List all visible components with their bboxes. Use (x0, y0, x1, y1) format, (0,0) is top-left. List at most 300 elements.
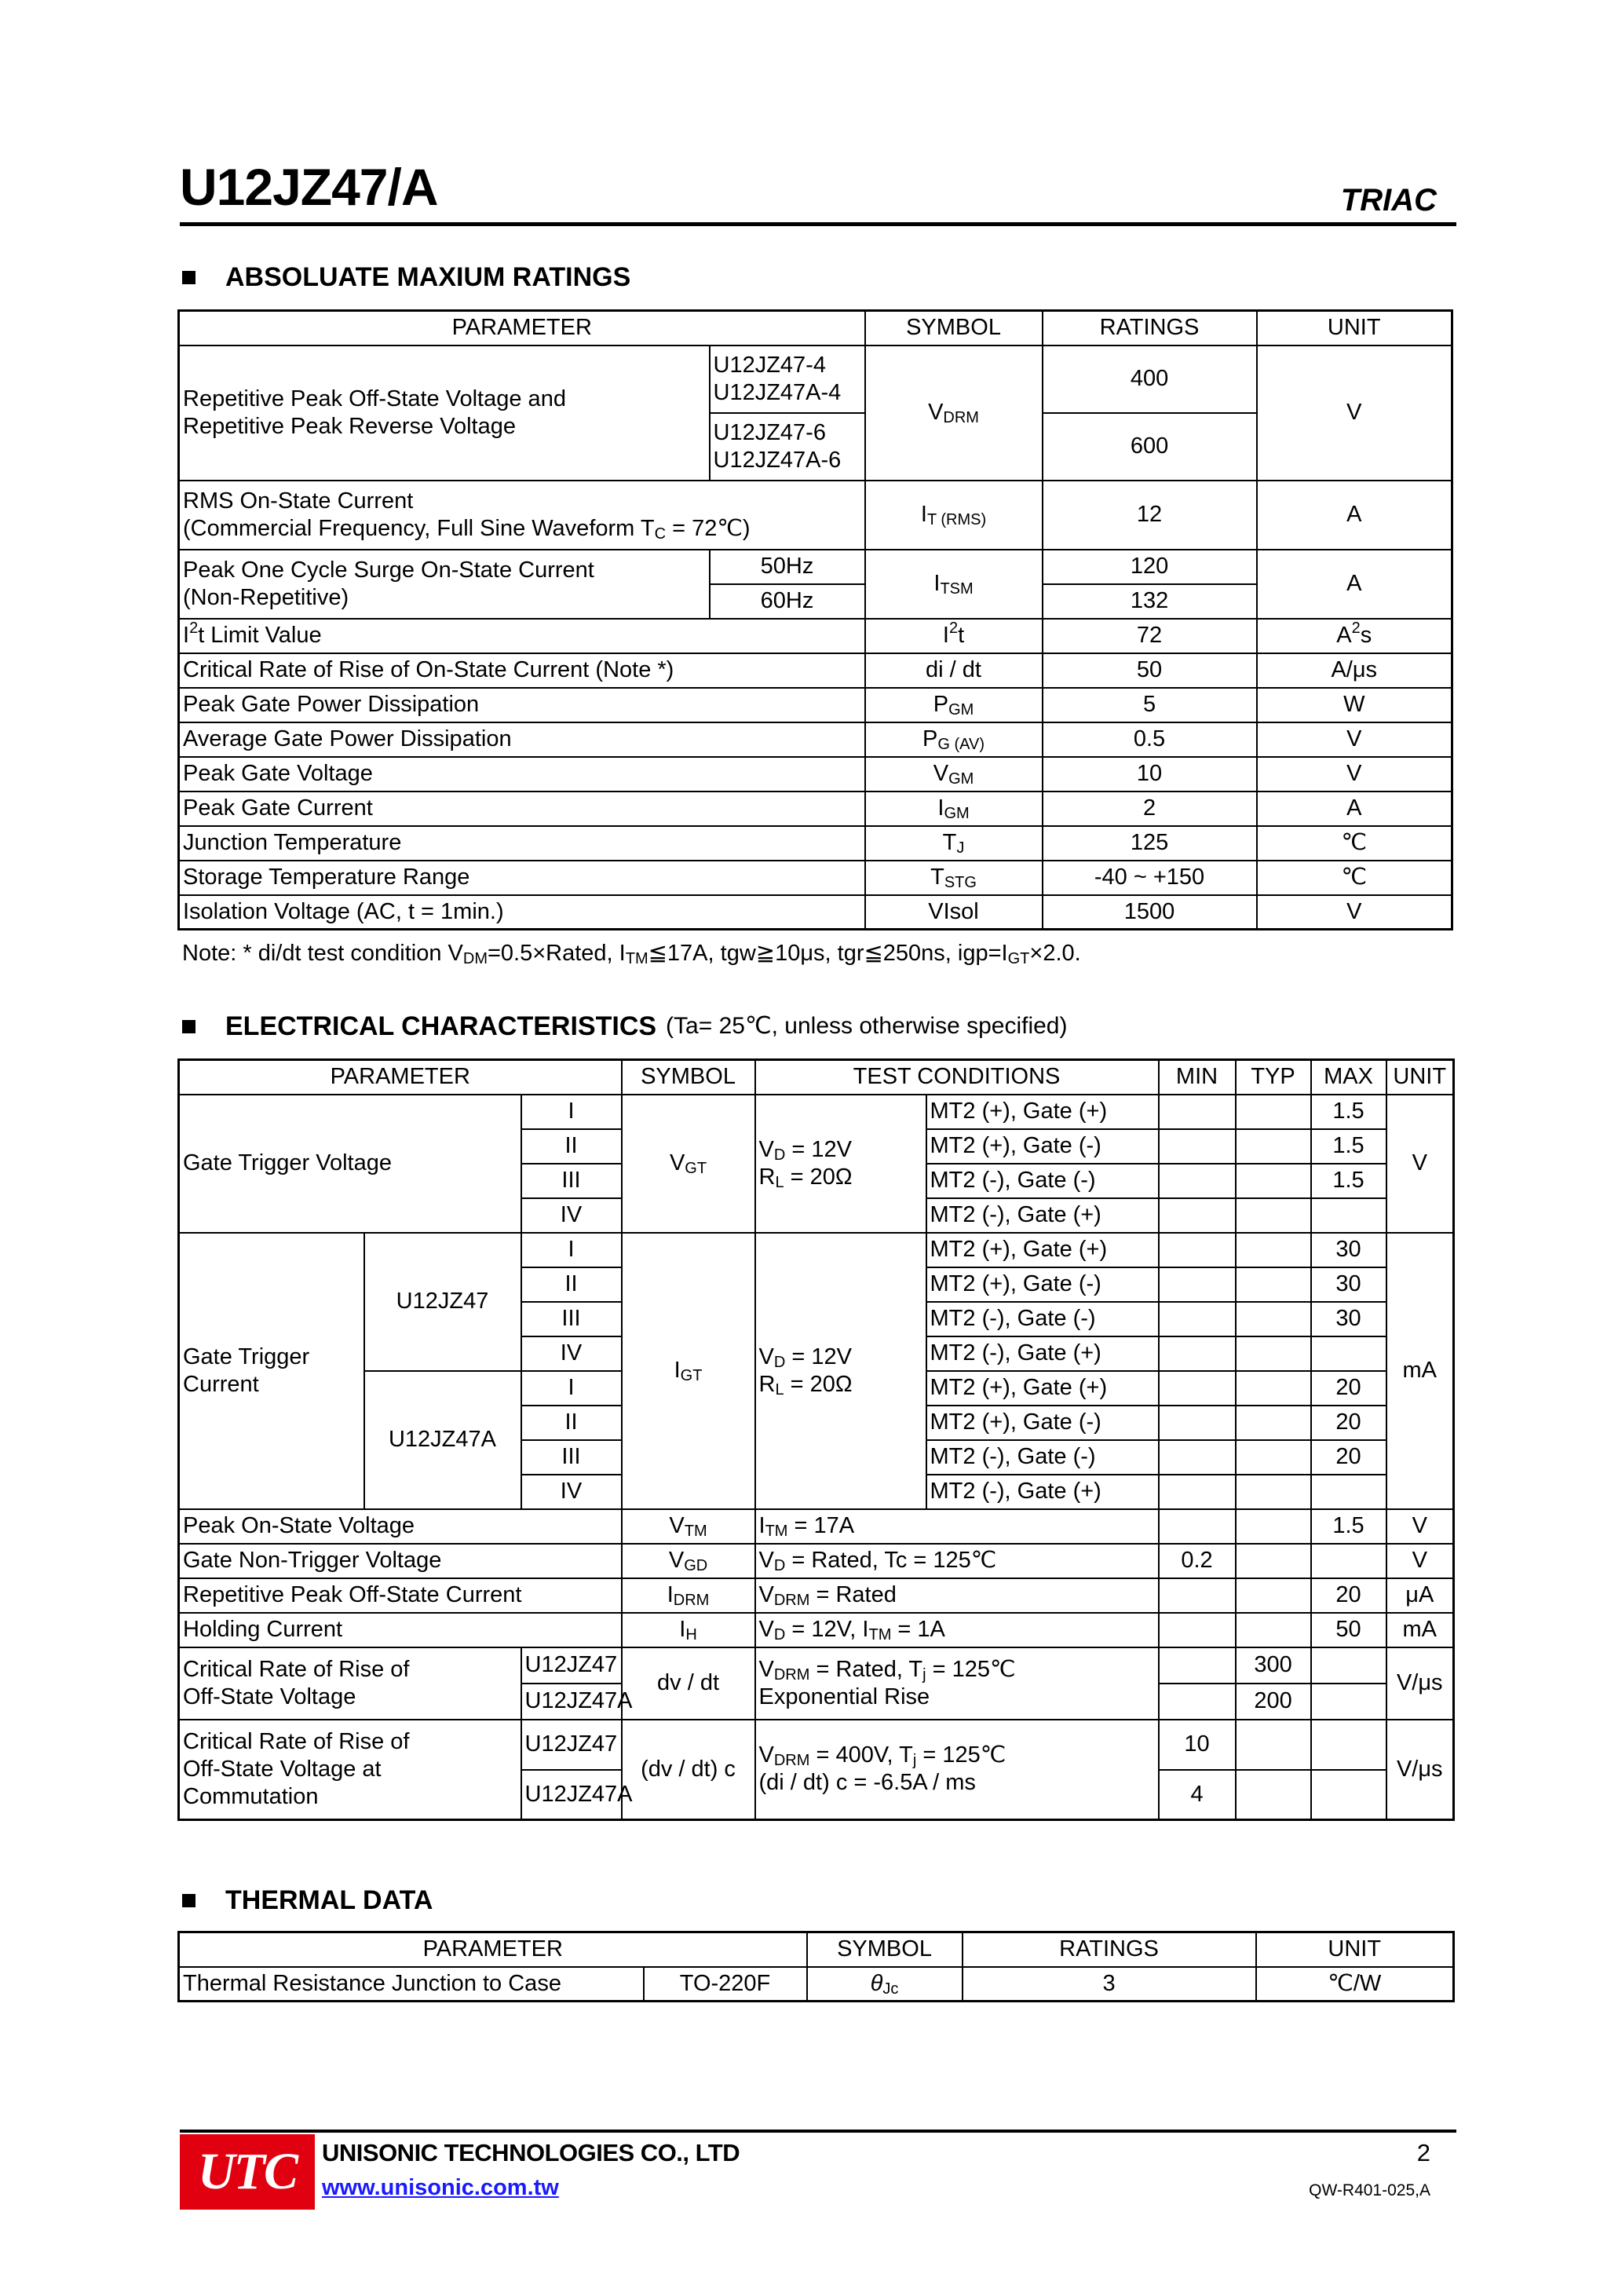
param-text: (Commercial Frequency, Full Sine Waveform T (183, 515, 655, 541)
unit-value: A/μs (1257, 653, 1452, 688)
electrical-subheading: (Ta= 25℃, unless otherwise specified) (666, 1013, 1068, 1039)
unit-value: V (1257, 757, 1452, 792)
symbol-main: V (669, 1150, 685, 1176)
symbol-sub: T (RMS) (926, 511, 987, 529)
param-line: Gate Trigger (183, 1344, 310, 1369)
cond-sub: DRM (773, 1752, 810, 1770)
typ-value (1236, 1406, 1311, 1440)
test-cond-dvdt (755, 1647, 1159, 1720)
unit-value: V/μs (1386, 1647, 1454, 1720)
param-pgav: Average Gate Power Dissipation (179, 722, 865, 757)
cond-line (759, 1656, 1155, 1684)
param-tstg: Storage Temperature Range (179, 861, 865, 895)
param-tj: Junction Temperature (179, 826, 865, 861)
max-value: 1.5 (1311, 1164, 1386, 1198)
cond-text: V (758, 1548, 774, 1574)
cond-sub: L (775, 1380, 784, 1398)
unit-text: A (1336, 623, 1352, 649)
unit-value: ℃/W (1256, 1967, 1454, 2002)
min-value (1159, 1684, 1236, 1720)
table-row (179, 1544, 1454, 1578)
symbol-sub: GM (948, 770, 974, 788)
symbol-sub: GD (684, 1557, 708, 1575)
param-igm: Peak Gate Current (179, 792, 865, 826)
param-sub: C (654, 525, 667, 543)
table-row (179, 722, 1452, 757)
symbol-main: I (937, 795, 944, 821)
test-cond-idrm (755, 1578, 1159, 1613)
table-row (179, 688, 1452, 722)
typ-value (1236, 1095, 1311, 1129)
cond-sub: D (773, 1146, 786, 1164)
min-value (1159, 1613, 1236, 1647)
test-cond-ih (755, 1613, 1159, 1647)
test-cond-dvdtc (755, 1720, 1159, 1820)
typ-value (1236, 1302, 1311, 1336)
symbol-vtm (622, 1509, 755, 1544)
symbol-main: t (958, 623, 965, 649)
symbol-sub: Jc (882, 1980, 899, 1998)
symbol-pgm (865, 688, 1043, 722)
electrical-table (177, 1058, 1455, 1821)
symbol-irms (865, 481, 1043, 550)
rating-value: -40 ~ +150 (1043, 861, 1257, 895)
page-number: 2 (1416, 2139, 1430, 2166)
symbol-tj (865, 826, 1043, 861)
model-cell (710, 345, 865, 413)
param-line: Critical Rate of Rise of (183, 1656, 410, 1682)
quadrant-cell: II (521, 1406, 622, 1440)
table-header-row (179, 311, 1452, 345)
model-name: U12JZ47-6 (713, 419, 826, 445)
table-header-row (179, 1932, 1454, 1967)
symbol-sub: STG (944, 874, 977, 892)
table-row (179, 481, 1452, 550)
cond-text: V (758, 1136, 774, 1162)
col-header-symbol: SYMBOL (807, 1932, 963, 1967)
unit-text: s (1360, 623, 1372, 649)
param-sup: 2 (189, 620, 199, 638)
symbol-theta-jc (807, 1967, 963, 2002)
rating-value: 0.5 (1043, 722, 1257, 757)
test-cond-vtm (755, 1509, 1159, 1544)
symbol-vgm (865, 757, 1043, 792)
max-value (1311, 1544, 1386, 1578)
test-cond-igt (755, 1233, 926, 1509)
col-header-symbol: SYMBOL (622, 1060, 755, 1095)
max-value (1311, 1336, 1386, 1371)
note-text: ≦17A, tgw≧10μs, tgr≦250ns, igp=I (648, 941, 1008, 966)
unit-value (1257, 619, 1452, 653)
cond-text: V (758, 1344, 774, 1369)
symbol-main: I (667, 1582, 674, 1608)
symbol-ih (622, 1613, 755, 1647)
header-rule (180, 222, 1456, 226)
square-bullet-icon (182, 1894, 195, 1907)
table-row (179, 1578, 1454, 1613)
col-header-parameter: PARAMETER (179, 311, 865, 345)
abs-max-heading (182, 264, 630, 291)
electrical-heading (182, 1013, 1067, 1040)
typ-value (1236, 1336, 1311, 1371)
cond-line: Exponential Rise (758, 1684, 930, 1709)
mode-cell: MT2 (+), Gate (-) (926, 1267, 1159, 1302)
param-line: Repetitive Peak Reverse Voltage (183, 413, 516, 439)
quadrant-cell: IV (521, 1336, 622, 1371)
cond-sub: D (773, 1557, 786, 1575)
unit-value: V (1257, 722, 1452, 757)
quadrant-cell: III (521, 1302, 622, 1336)
mode-cell: MT2 (+), Gate (+) (926, 1233, 1159, 1267)
typ-value (1236, 1613, 1311, 1647)
table-row (179, 1647, 1454, 1684)
symbol-sub: TM (684, 1523, 707, 1541)
typ-value (1236, 1509, 1311, 1544)
model-cell: U12JZ47A (364, 1371, 521, 1509)
symbol-main: T (942, 830, 957, 856)
model-name: U12JZ47A-6 (713, 447, 842, 473)
cond-sub: j (922, 1665, 926, 1684)
model-cell: U12JZ47 (521, 1720, 622, 1770)
quadrant-cell: II (521, 1267, 622, 1302)
table-row (179, 1509, 1454, 1544)
col-header-symbol: SYMBOL (865, 311, 1043, 345)
mode-cell: MT2 (+), Gate (+) (926, 1095, 1159, 1129)
symbol-dvdt: dv / dt (622, 1647, 755, 1720)
max-value: 30 (1311, 1302, 1386, 1336)
unit-value: V/μs (1386, 1720, 1454, 1820)
rating-value: 132 (1043, 584, 1257, 619)
quadrant-cell: I (521, 1371, 622, 1406)
symbol-i2t (865, 619, 1043, 653)
typ-value (1236, 1198, 1311, 1233)
mode-cell: MT2 (+), Gate (+) (926, 1371, 1159, 1406)
max-value: 1.5 (1311, 1129, 1386, 1164)
cond-text: = Rated (809, 1582, 897, 1608)
mode-cell: MT2 (-), Gate (-) (926, 1164, 1159, 1198)
param-vgt: Gate Trigger Voltage (179, 1095, 521, 1233)
col-header-max: MAX (1311, 1060, 1386, 1095)
table-row (179, 1613, 1454, 1647)
cond-sub: j (912, 1752, 917, 1770)
symbol-main: θ (870, 1970, 883, 1996)
param-vtm: Peak On-State Voltage (179, 1509, 622, 1544)
symbol-sup: 2 (948, 620, 959, 638)
col-header-parameter: PARAMETER (179, 1060, 622, 1095)
max-value: 20 (1311, 1578, 1386, 1613)
table-row (179, 861, 1452, 895)
max-value (1311, 1684, 1386, 1720)
unit-value: A (1257, 792, 1452, 826)
cond-text: = 12V (785, 1344, 852, 1369)
param-text: I (183, 623, 190, 649)
symbol-didt: di / dt (865, 653, 1043, 688)
table-row (179, 1233, 1454, 1267)
param-line: Off-State Voltage at (183, 1756, 382, 1782)
rating-value: 600 (1043, 413, 1257, 481)
cond-sub: TM (765, 1523, 788, 1541)
typ-value: 200 (1236, 1684, 1311, 1720)
cond-sub: TM (868, 1626, 892, 1644)
table-row (179, 653, 1452, 688)
min-value (1159, 1198, 1236, 1233)
param-irms (179, 481, 865, 550)
unit-value: A (1257, 550, 1452, 619)
param-pgm: Peak Gate Power Dissipation (179, 688, 865, 722)
min-value (1159, 1578, 1236, 1613)
min-value (1159, 1302, 1236, 1336)
cond-text: V (758, 1582, 774, 1608)
cond-line (759, 1742, 1155, 1769)
symbol-sub: G (AV) (937, 736, 985, 754)
unit-value: mA (1386, 1613, 1454, 1647)
symbol-sub: DRM (943, 409, 979, 427)
model-cell: U12JZ47 (521, 1647, 622, 1684)
mode-cell: MT2 (-), Gate (+) (926, 1198, 1159, 1233)
symbol-vgd (622, 1544, 755, 1578)
unit-value: A (1257, 481, 1452, 550)
min-value: 0.2 (1159, 1544, 1236, 1578)
device-type: TRIAC (1340, 183, 1437, 218)
cond-line (759, 1164, 922, 1191)
cond-text: R (758, 1164, 776, 1190)
utc-logo (180, 2134, 315, 2210)
max-value: 30 (1311, 1267, 1386, 1302)
param-ih: Holding Current (179, 1613, 622, 1647)
rating-value: 72 (1043, 619, 1257, 653)
note-sub: TM (625, 950, 648, 967)
rating-value: 10 (1043, 757, 1257, 792)
symbol-main: I (933, 571, 941, 597)
max-value (1311, 1647, 1386, 1684)
thermal-heading-text: THERMAL DATA (225, 1885, 433, 1915)
abs-max-table (177, 309, 1453, 930)
symbol-main: T (930, 865, 944, 890)
model-cell (710, 413, 865, 481)
param-vdrm (179, 345, 710, 481)
param-didt: Critical Rate of Rise of On-State Current (Note *) (179, 653, 865, 688)
min-value (1159, 1267, 1236, 1302)
table-row (179, 1720, 1454, 1770)
unit-value: ℃ (1257, 826, 1452, 861)
unit-sup: 2 (1351, 620, 1361, 638)
document-number: QW-R401-025,A (1309, 2181, 1430, 2199)
rating-value: 12 (1043, 481, 1257, 550)
mode-cell: MT2 (+), Gate (-) (926, 1129, 1159, 1164)
model-cell: U12JZ47 (364, 1233, 521, 1371)
table-row (179, 895, 1452, 930)
symbol-main: I (674, 1358, 681, 1384)
col-header-parameter: PARAMETER (179, 1932, 807, 1967)
typ-value (1236, 1267, 1311, 1302)
symbol-main: P (922, 726, 938, 752)
table-row (179, 826, 1452, 861)
param-itsm (179, 550, 710, 619)
symbol-main: I (920, 502, 927, 528)
min-value (1159, 1509, 1236, 1544)
table-row (179, 1967, 1454, 2002)
test-cond-vgd (755, 1544, 1159, 1578)
param-vgd: Gate Non-Trigger Voltage (179, 1544, 622, 1578)
package-cell: TO-220F (644, 1967, 807, 2002)
min-value (1159, 1336, 1236, 1371)
cond-text: = Rated, Tc = 125℃ (785, 1548, 997, 1574)
cond-line: (di / dt) c = -6.5A / ms (758, 1770, 976, 1796)
min-value: 4 (1159, 1770, 1236, 1820)
symbol-sub: GT (680, 1367, 703, 1385)
table-row (179, 345, 1452, 413)
rating-value: 50 (1043, 653, 1257, 688)
cond-text: V (758, 1617, 774, 1643)
col-header-ratings: RATINGS (963, 1932, 1256, 1967)
symbol-itsm (865, 550, 1043, 619)
cond-text: = 12V, I (785, 1617, 869, 1643)
square-bullet-icon (182, 1020, 195, 1033)
unit-value: W (1257, 688, 1452, 722)
symbol-main: P (933, 692, 949, 718)
max-value (1311, 1770, 1386, 1820)
max-value: 20 (1311, 1371, 1386, 1406)
col-header-unit: UNIT (1257, 311, 1452, 345)
typ-value (1236, 1578, 1311, 1613)
cond-sub: D (773, 1353, 786, 1371)
symbol-tstg (865, 861, 1043, 895)
symbol-idrm (622, 1578, 755, 1613)
max-value: 20 (1311, 1406, 1386, 1440)
table-row (179, 619, 1452, 653)
table-header-row (179, 1060, 1454, 1095)
table-row (179, 757, 1452, 792)
cond-text: R (758, 1371, 776, 1397)
test-cond-vgt (755, 1095, 926, 1233)
symbol-sub: GT (685, 1160, 707, 1178)
typ-value (1236, 1475, 1311, 1509)
typ-value (1236, 1770, 1311, 1820)
param-thermal-resistance: Thermal Resistance Junction to Case (179, 1967, 644, 2002)
param-dvdt (179, 1647, 521, 1720)
min-value (1159, 1647, 1236, 1684)
min-value (1159, 1371, 1236, 1406)
mode-cell: MT2 (-), Gate (+) (926, 1336, 1159, 1371)
model-cell: U12JZ47A (521, 1684, 622, 1720)
quadrant-cell: I (521, 1233, 622, 1267)
col-header-test: TEST CONDITIONS (755, 1060, 1159, 1095)
typ-value (1236, 1129, 1311, 1164)
max-value: 1.5 (1311, 1095, 1386, 1129)
model-name: U12JZ47A-4 (713, 379, 842, 405)
max-value (1311, 1198, 1386, 1233)
cond-text: = 17A (787, 1513, 855, 1539)
mode-cell: MT2 (-), Gate (-) (926, 1302, 1159, 1336)
min-value (1159, 1475, 1236, 1509)
param-line: Off-State Voltage (183, 1684, 356, 1709)
typ-value (1236, 1544, 1311, 1578)
cond-text: = 1A (891, 1617, 945, 1643)
col-header-unit: UNIT (1386, 1060, 1454, 1095)
note-sub: DM (462, 950, 488, 967)
abs-max-heading-text: ABSOLUATE MAXIUM RATINGS (225, 262, 631, 292)
cond-sub: DRM (773, 1592, 810, 1610)
quadrant-cell: I (521, 1095, 622, 1129)
cond-sub: D (773, 1626, 786, 1644)
cond-sub: L (775, 1173, 784, 1191)
cond-line (759, 1371, 922, 1398)
min-value (1159, 1164, 1236, 1198)
quadrant-cell: III (521, 1440, 622, 1475)
min-value (1159, 1406, 1236, 1440)
quadrant-cell: II (521, 1129, 622, 1164)
website-link[interactable]: www.unisonic.com.tw (322, 2175, 559, 2200)
unit-value: mA (1386, 1233, 1454, 1509)
typ-value (1236, 1164, 1311, 1198)
logo-text: UTC (198, 2143, 297, 2200)
cond-text: = 125℃ (926, 1656, 1016, 1682)
symbol-sub: J (956, 839, 965, 857)
symbol-sub: DRM (673, 1592, 710, 1610)
max-value: 20 (1311, 1440, 1386, 1475)
note-sub: GT (1007, 950, 1030, 967)
note-text: =0.5×Rated, I (487, 941, 626, 966)
symbol-sub: GM (948, 701, 974, 719)
rating-value: 1500 (1043, 895, 1257, 930)
max-value: 50 (1311, 1613, 1386, 1647)
param-line: (Non-Repetitive) (183, 584, 349, 610)
table-row (179, 550, 1452, 584)
thermal-table (177, 1931, 1455, 2002)
typ-value (1236, 1720, 1311, 1770)
didt-note (182, 939, 1081, 967)
typ-value (1236, 1440, 1311, 1475)
unit-value: V (1386, 1095, 1454, 1233)
model-cell: U12JZ47A (521, 1770, 622, 1820)
table-row (179, 792, 1452, 826)
min-value: 10 (1159, 1720, 1236, 1770)
unit-value: μA (1386, 1578, 1454, 1613)
quadrant-cell: IV (521, 1475, 622, 1509)
rating-value: 2 (1043, 792, 1257, 826)
unit-value: V (1257, 345, 1452, 481)
freq-cell: 50Hz (710, 550, 865, 584)
symbol-main: I (679, 1617, 686, 1643)
symbol-vdrm (865, 345, 1043, 481)
symbol-main: V (669, 1513, 685, 1539)
param-idrm: Repetitive Peak Off-State Current (179, 1578, 622, 1613)
symbol-sub: GM (944, 805, 970, 823)
part-number: U12JZ47/A (180, 158, 438, 216)
cond-text: = Rated, T (809, 1656, 923, 1682)
symbol-visol: VIsol (865, 895, 1043, 930)
min-value (1159, 1129, 1236, 1164)
symbol-sub: TSM (940, 580, 974, 598)
cond-text: = 400V, T (809, 1742, 913, 1768)
symbol-main: V (933, 761, 949, 787)
param-line: Repetitive Peak Off-State Voltage and (183, 386, 566, 411)
mode-cell: MT2 (-), Gate (-) (926, 1440, 1159, 1475)
col-header-typ: TYP (1236, 1060, 1311, 1095)
param-line: Commutation (183, 1783, 319, 1809)
param-text: t Limit Value (198, 623, 322, 649)
cond-text: = 125℃ (916, 1742, 1006, 1768)
mode-cell: MT2 (+), Gate (-) (926, 1406, 1159, 1440)
rating-value: 5 (1043, 688, 1257, 722)
cond-text: = 20Ω (784, 1371, 853, 1397)
quadrant-cell: III (521, 1164, 622, 1198)
param-line: Peak One Cycle Surge On-State Current (183, 557, 594, 583)
model-name: U12JZ47-4 (713, 352, 826, 378)
param-vgm: Peak Gate Voltage (179, 757, 865, 792)
param-i2t (179, 619, 865, 653)
min-value (1159, 1440, 1236, 1475)
